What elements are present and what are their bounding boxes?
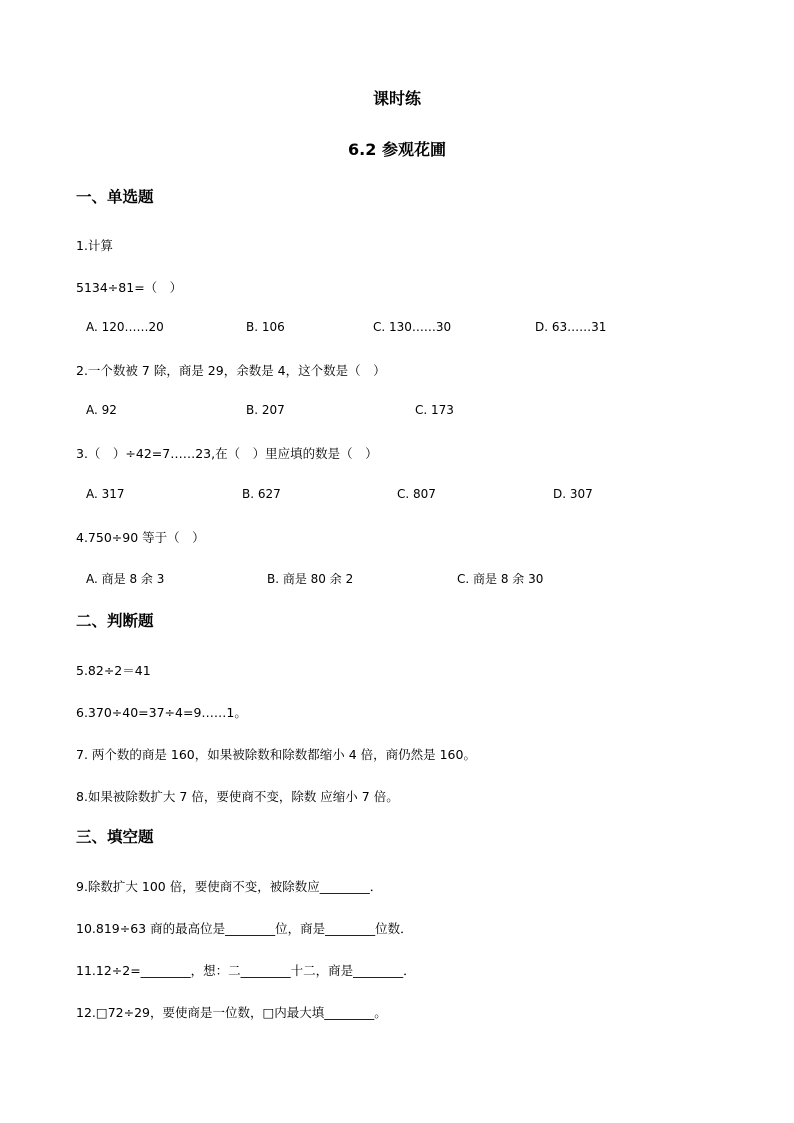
question-3-option-b: B. 627 xyxy=(242,487,281,501)
question-11-text: 11.12÷2=________，想：二________十二，商是________． xyxy=(76,963,416,978)
question-4-text: 4.750÷90 等于（ ） xyxy=(76,530,205,545)
question-2-option-c: C. 173 xyxy=(415,403,454,417)
question-4-option-c: C. 商是 8 余 30 xyxy=(457,572,544,586)
question-8-text: 8.如果被除数扩大 7 倍，要使商不变，除数 应缩小 7 倍。 xyxy=(76,789,399,804)
question-9-text: 9.除数扩大 100 倍，要使商不变，被除数应________． xyxy=(76,879,383,894)
section-heading-true-false: 二、判断题 xyxy=(76,612,154,630)
question-1-expression: 5134÷81=（ ） xyxy=(76,280,183,295)
question-4-option-b: B. 商是 80 余 2 xyxy=(267,572,354,586)
question-2-option-a: A. 92 xyxy=(86,403,117,417)
question-2-option-b: B. 207 xyxy=(246,403,285,417)
question-10-text: 10.819÷63 商的最高位是________位，商是________位数． xyxy=(76,921,413,936)
question-5-text: 5.82÷2＝41 xyxy=(76,663,151,678)
question-1-label: 1.计算 xyxy=(76,238,113,253)
section-heading-fill-blank: 三、填空题 xyxy=(76,828,154,846)
question-3-option-d: D. 307 xyxy=(553,487,593,501)
section-heading-single-choice: 一、单选题 xyxy=(76,188,154,206)
question-7-text: 7. 两个数的商是 160，如果被除数和除数都缩小 4 倍，商仍然是 160。 xyxy=(76,747,476,762)
question-3-option-a: A. 317 xyxy=(86,487,125,501)
question-1-option-c: C. 130……30 xyxy=(373,320,452,334)
question-6-text: 6.370÷40=37÷4=9……1。 xyxy=(76,705,247,720)
question-1-option-d: D. 63……31 xyxy=(535,320,607,334)
page-subtitle: 6.2 参观花圃 xyxy=(348,140,446,159)
question-4-option-a: A. 商是 8 余 3 xyxy=(86,572,165,586)
question-3-text: 3.（ ）÷42=7……23,在（ ）里应填的数是（ ） xyxy=(76,446,378,461)
question-1-option-a: A. 120……20 xyxy=(86,320,164,334)
question-2-text: 2.一个数被 7 除，商是 29，余数是 4，这个数是（ ） xyxy=(76,363,386,378)
page-title: 课时练 xyxy=(372,89,421,108)
question-1-option-b: B. 106 xyxy=(246,320,285,334)
question-12-text: 12.□72÷29，要使商是一位数，□内最大填________。 xyxy=(76,1005,387,1020)
question-3-option-c: C. 807 xyxy=(397,487,436,501)
